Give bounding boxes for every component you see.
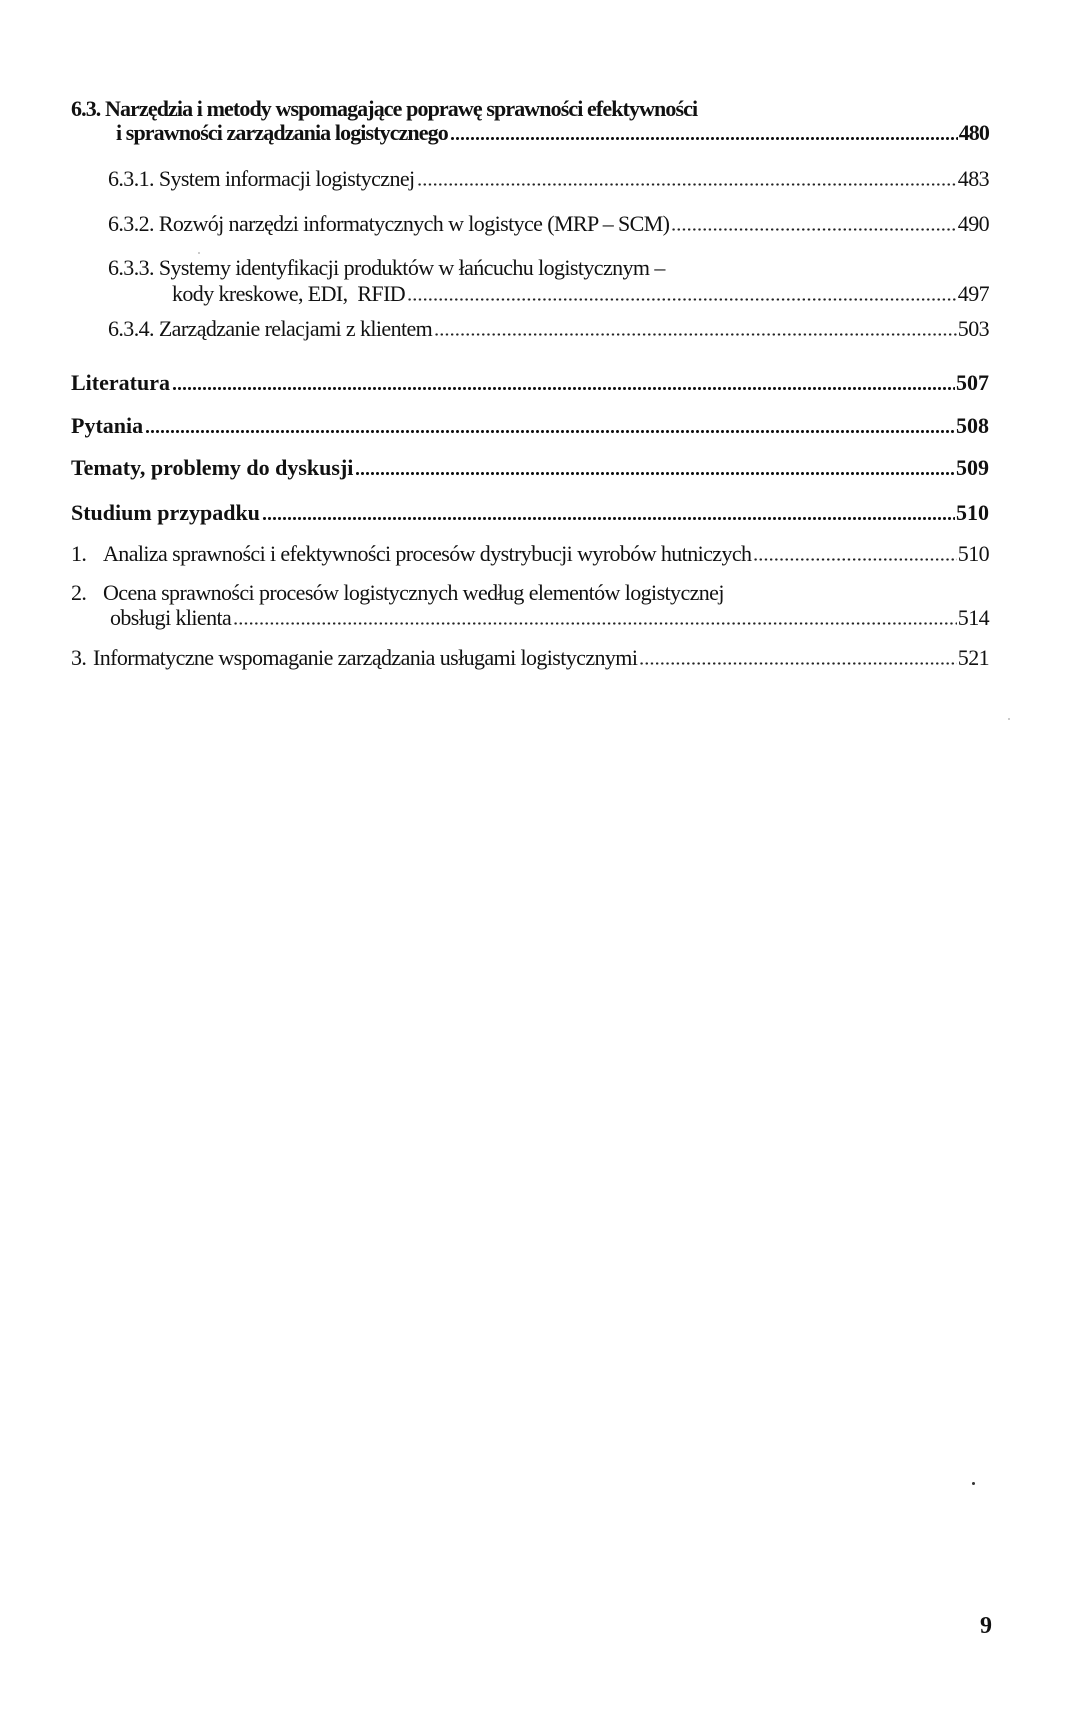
toc-subsection-6-3-4[interactable] (0, 316, 1080, 342)
case-title: Analiza sprawności i efektywności procesów dystrybucji wyrobów hutniczych (103, 541, 752, 566)
scan-speck (972, 1482, 975, 1485)
toc-subsection-6-3-2[interactable] (0, 211, 1080, 237)
subsection-title-line2: kody kreskowe, EDI, RFID (172, 281, 406, 306)
subsection-title: System informacji logistycznej (158, 166, 415, 191)
page-number: 480 (958, 120, 989, 145)
page-number: 483 (957, 166, 989, 191)
toc-section-6-3-line1 (71, 96, 697, 122)
section-title-line1: Narzędzia i metody wspomagające poprawę sprawności efektywności (105, 96, 698, 121)
case-title: Informatyczne wspomaganie zarządzania usługami logistycznymi (93, 645, 638, 670)
item-title: Pytania (71, 413, 144, 438)
subsection-number: 6.3.2. (108, 211, 154, 236)
toc-item-studium-przypadku[interactable] (0, 500, 1080, 526)
toc-section-6-3-line2[interactable] (0, 120, 1080, 146)
case-number: 1. (71, 541, 87, 566)
page-number: 514 (957, 605, 989, 630)
scan-speck (1008, 718, 1010, 720)
toc-item-pytania[interactable] (0, 413, 1080, 439)
dot-leader (355, 455, 955, 481)
case-number: 2. (71, 580, 87, 605)
page-number: 510 (956, 500, 989, 525)
section-number: 6.3. (71, 96, 101, 121)
toc-case-study-2-line2[interactable] (0, 605, 1080, 631)
toc-case-study-1[interactable] (0, 541, 1080, 567)
page-number: 507 (956, 370, 989, 395)
page-number: 510 (957, 541, 989, 566)
dot-leader (145, 413, 955, 439)
dot-leader (671, 211, 956, 237)
toc-case-study-3[interactable] (0, 645, 1080, 671)
case-title-line1: Ocena sprawności procesów logistycznych według elementów logistycznej (103, 580, 724, 605)
page-number: 509 (956, 455, 989, 480)
page-number: 497 (957, 281, 989, 306)
dot-leader (639, 645, 956, 671)
toc-subsection-6-3-1[interactable] (0, 166, 1080, 192)
dot-leader (262, 500, 955, 526)
dot-leader (450, 120, 958, 146)
subsection-title: Zarządzanie relacjami z klientem (158, 316, 433, 341)
case-number: 3. (71, 645, 87, 670)
subsection-title: Rozwój narzędzi informatycznych w logistyce (MRP – SCM) (158, 211, 670, 236)
subsection-title-line1: Systemy identyfikacji produktów w łańcuchu logistycznym – (158, 255, 665, 280)
subsection-number: 6.3.3. (108, 255, 154, 280)
item-title: Tematy, problemy do dyskusji (71, 455, 354, 480)
toc-item-tematy[interactable] (0, 455, 1080, 481)
dot-leader (417, 166, 957, 192)
dot-leader (407, 281, 957, 307)
subsection-number: 6.3.1. (108, 166, 154, 191)
toc-subsection-6-3-3-line2[interactable] (0, 281, 1080, 307)
item-title: Literatura (71, 370, 170, 395)
scan-speck (198, 252, 200, 254)
toc-subsection-6-3-3-line1 (108, 255, 665, 281)
toc-case-study-2-line1 (71, 580, 724, 606)
page-number: 490 (957, 211, 989, 236)
toc-item-literatura[interactable] (0, 370, 1080, 396)
dot-leader (753, 541, 956, 567)
dot-leader (434, 316, 957, 342)
item-title: Studium przypadku (71, 500, 260, 525)
page-number-folio: 9 (980, 1613, 992, 1639)
dot-leader (233, 605, 957, 631)
section-title-line2: i sprawności zarządzania logistycznego (116, 120, 448, 145)
subsection-number: 6.3.4. (108, 316, 154, 341)
dot-leader (172, 370, 955, 396)
page-number: 521 (957, 645, 989, 670)
page-number: 503 (957, 316, 989, 341)
case-title-line2: obsługi klienta (110, 605, 232, 630)
page-number: 508 (956, 413, 989, 438)
